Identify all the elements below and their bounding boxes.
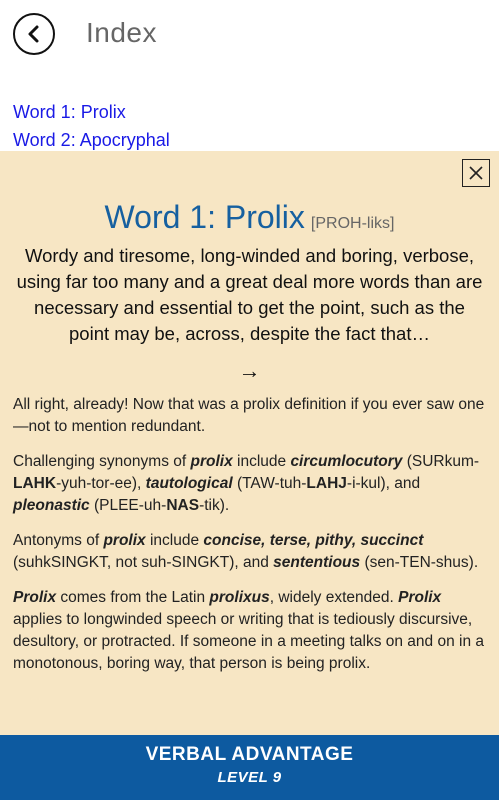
paragraph-synonyms bbox=[13, 451, 488, 517]
page-title: Index bbox=[86, 17, 157, 48]
emphasized-word: concise, terse, pithy, succinct bbox=[203, 532, 424, 549]
word-index-list bbox=[13, 98, 170, 154]
index-link-word-1[interactable]: Word 1: Prolix bbox=[13, 102, 126, 122]
emphasized-word: pleonastic bbox=[13, 497, 90, 514]
stressed-syllable: NAS bbox=[166, 497, 200, 514]
text-segment: -tik). bbox=[199, 497, 230, 514]
next-arrow-icon[interactable]: → bbox=[238, 358, 261, 383]
pronunciation: [PROH-liks] bbox=[310, 215, 395, 232]
text-segment: (PLEE-uh- bbox=[89, 497, 167, 514]
close-button[interactable] bbox=[462, 159, 490, 187]
word-title: Word 1: Prolix bbox=[104, 199, 305, 235]
emphasized-word: prolix bbox=[103, 532, 146, 549]
top-bar bbox=[0, 0, 499, 72]
text-segment: (SURkum- bbox=[402, 453, 480, 470]
footer-banner bbox=[0, 735, 499, 800]
emphasized-word: tautological bbox=[145, 475, 233, 492]
back-button[interactable] bbox=[13, 13, 55, 55]
emphasized-word: circumlocutory bbox=[290, 453, 403, 470]
emphasized-word: Prolix bbox=[398, 589, 442, 606]
word-heading bbox=[0, 199, 499, 236]
text-segment: (TAW-tuh- bbox=[232, 475, 307, 492]
stressed-syllable: LAHK bbox=[13, 475, 57, 492]
paragraph-etymology bbox=[13, 587, 488, 675]
emphasized-word: sententious bbox=[273, 554, 361, 571]
text-segment: -yuh-tor-ee), bbox=[56, 475, 146, 492]
text-segment: (sen-TEN-shus). bbox=[360, 554, 479, 571]
emphasized-word: Prolix bbox=[13, 589, 57, 606]
text-segment: comes from the Latin bbox=[56, 589, 210, 606]
text-segment: Challenging synonyms of bbox=[13, 453, 191, 470]
close-icon bbox=[468, 165, 484, 181]
text-segment: include bbox=[145, 532, 204, 549]
chevron-left-icon bbox=[24, 24, 44, 44]
text-segment: Antonyms of bbox=[13, 532, 104, 549]
paragraph-antonyms bbox=[13, 530, 488, 574]
level-label: LEVEL 9 bbox=[217, 769, 282, 786]
text-segment: , widely extended. bbox=[269, 589, 399, 606]
text-segment: applies to longwinded speech or writing that is tediously discursive, desultory, or protracted. If someone in a meeting talks on and on in a monotonous, boring way, that person is being prolix. bbox=[13, 611, 485, 672]
index-link-word-2[interactable]: Word 2: Apocryphal bbox=[13, 130, 170, 150]
word-detail-popup bbox=[0, 151, 499, 735]
text-segment: (suhkSINGKT, not suh-SINGKT), and bbox=[13, 554, 274, 571]
paragraph-intro: All right, already! Now that was a prolix definition if you ever saw one—not to mention redundant. bbox=[13, 396, 485, 435]
brand-name: VERBAL ADVANTAGE bbox=[145, 744, 354, 765]
text-segment: -i-kul), and bbox=[346, 475, 421, 492]
emphasized-word: prolixus bbox=[209, 589, 270, 606]
emphasized-word: prolix bbox=[190, 453, 233, 470]
word-body-text bbox=[13, 394, 488, 688]
definition-text: Wordy and tiresome, long-winded and boring, verbose, using far too many and a great deal more words than are necessary and essential to get the point, such as the point may be, across, despite the fact that… bbox=[16, 245, 483, 344]
stressed-syllable: LAHJ bbox=[306, 475, 347, 492]
text-segment: include bbox=[232, 453, 291, 470]
